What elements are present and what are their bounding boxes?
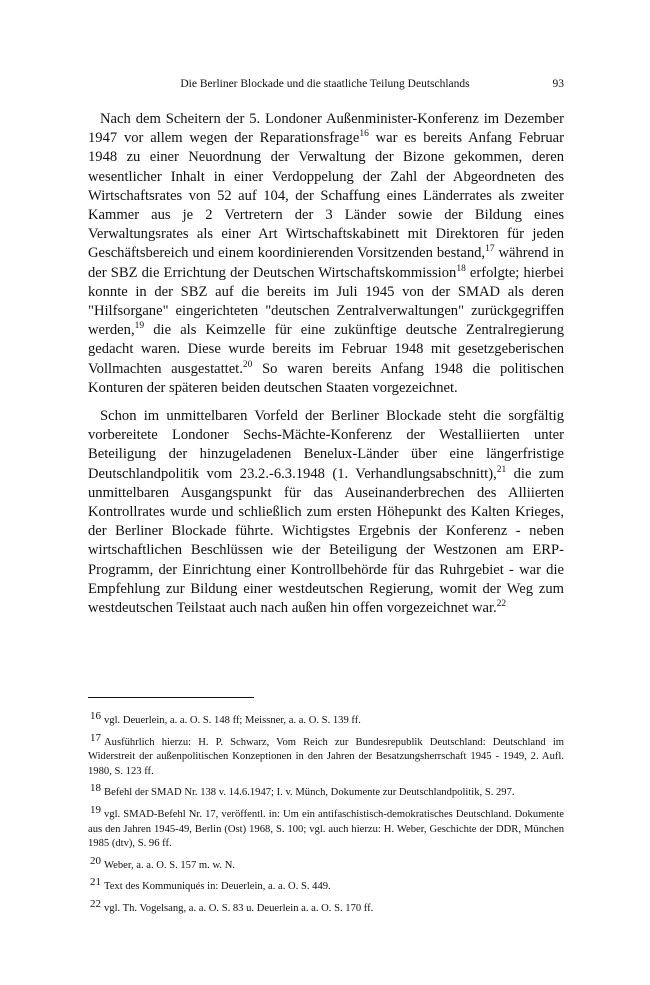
- footnote-text: vgl. SMAD-Befehl Nr. 17, veröffentl. in: Um ein antifaschistisch-demokratisches Deutschland. Dokumente aus den Jahren 1945-49, Berlin (Ost) 1968, S. 100; vgl. auch hierzu: H. Weber, Geschichte der DDR, München 1985 (dtv), S. 96 ff.: [88, 808, 564, 850]
- footnote-reference[interactable]: 17: [485, 244, 495, 255]
- footnote-reference[interactable]: 22: [496, 599, 507, 610]
- body-paragraph: [88, 407, 564, 618]
- footnote-text: vgl. Th. Vogelsang, a. a. O. S. 83 u. Deuerlein a. a. O. S. 170 ff.: [104, 902, 374, 914]
- footnote-number: 17: [90, 731, 101, 744]
- footnote-number: 20: [90, 854, 101, 867]
- footnote-reference[interactable]: 20: [242, 359, 253, 370]
- footnote-number: 22: [90, 897, 101, 910]
- footnote: [88, 709, 564, 729]
- text-run: war es bereits Anfang Februar 1948 zu einer Neuordnung der Verwaltung der Bizone gekommen, deren wesentlicher Inhalt in einer Verdoppelung der Zahl der Abgeordneten des Wirtschaftsrates von 52 auf 104, der Schaffung eines Länderrates als zweiter Kammer aus je 2 Vertretern der 3 Länder sowie der Bildung eines Verwaltungsrates als einer Art Wirtschaftskabinett mit Direktoren für jeden Geschäftsbereich und einem koordinierenden Vorsitzenden bestand,: [88, 130, 564, 262]
- running-header: [0, 78, 650, 90]
- body-text: [88, 110, 564, 627]
- text-run: erfolgte; hierbei konnte in der SBZ auf die bereits im Juli 1945 von der SMAD als deren "Hilfsorgane" eingerichteten "deutschen Zentralverwaltungen" zurückgegriffen werden,: [88, 264, 564, 339]
- footnote-reference[interactable]: 21: [496, 464, 507, 475]
- footnote-text: Befehl der SMAD Nr. 138 v. 14.6.1947; I. v. Münch, Dokumente zur Deutschlandpolitik, S. 297.: [104, 787, 515, 799]
- footnote-text: vgl. Deuerlein, a. a. O. S. 148 ff; Meissner, a. a. O. S. 139 ff.: [104, 715, 361, 726]
- footnote: [88, 781, 564, 801]
- text-run: die als Keimzelle für eine zukünftige deutsche Zentralregierung gedacht waren. Diese wurde bereits im Februar 1948 mit gesetzgeberischen Vollmachten ausgestattet.: [88, 322, 564, 377]
- footnote: [88, 731, 564, 780]
- text-run: die zum unmittelbaren Ausgangspunkt für das Auseinanderbrechen des Alliierten Kontrollrates wurde und schließlich zum ersten Höhepunkt des Kalten Krieges, der Berliner Blockade führte. Wichtigstes Ergebnis der Konferenz - neben wirtschaftlichen Beschlüssen wie der Beteiligung der Westzonen am ERP-Programm, der Einrichtung einer Kontrollbehörde für das Ruhrgebiet - war die Empfehlung zur Bildung einer westdeutschen Regierung, womit der Weg zum westdeutschen Teilstaat auch nach außen hin offen vorgezeichnet war.: [88, 465, 564, 617]
- footnote-reference[interactable]: 18: [456, 263, 466, 274]
- body-paragraph: [88, 110, 564, 398]
- footnote: [88, 854, 564, 874]
- footnote-reference[interactable]: 19: [134, 321, 145, 332]
- footnote-text: Weber, a. a. O. S. 157 m. w. N.: [104, 859, 236, 871]
- footnote: [88, 897, 564, 917]
- footnote-separator: [88, 697, 254, 698]
- footnote-number: 21: [90, 876, 101, 889]
- page-number: 93: [552, 78, 564, 90]
- text-run: während in der SBZ die Errichtung der Deutschen Wirtschaftskommission: [88, 245, 564, 281]
- footnote-number: 19: [90, 803, 101, 816]
- footnotes: [88, 709, 564, 919]
- footnote-number: 18: [90, 782, 101, 795]
- footnote-text: Text des Kommuniqués in: Deuerlein, a. a. O. S. 449.: [104, 881, 331, 893]
- footnote: [88, 875, 564, 895]
- footnote-number: 16: [90, 710, 101, 722]
- footnote: [88, 803, 564, 852]
- text-run: Nach dem Scheitern der 5. Londoner Außenminister-Konferenz im Dezember 1947 vor allem wegen der Reparationsfrage: [88, 111, 564, 147]
- text-run: Schon im unmittelbaren Vorfeld der Berliner Blockade steht die sorgfältig vorbereitete Londoner Sechs-Mächte-Konferenz der Westalliierten unter Beteiligung der hinzugeladenen Benelux-Länder über eine längerfristige Deutschlandpolitik vom 23.2.-6.3.1948 (1. Verhandlungsabschnitt),: [88, 408, 564, 482]
- text-run: So waren bereits Anfang 1948 die politischen Konturen der späteren beiden deutschen Staaten vorgezeichnet.: [88, 360, 564, 396]
- footnote-text: Ausführlich hierzu: H. P. Schwarz, Vom Reich zur Bundesrepublik Deutschland: Deutschland im Widerstreit der außenpolitischen Konzeptionen in den Jahren der Besatzungsherrschaft 1945 - 1949, 2. Aufl. 1980, S. 123 ff.: [88, 736, 564, 777]
- running-title: Die Berliner Blockade und die staatliche Teilung Deutschlands: [180, 78, 470, 90]
- footnote-reference[interactable]: 16: [359, 129, 369, 140]
